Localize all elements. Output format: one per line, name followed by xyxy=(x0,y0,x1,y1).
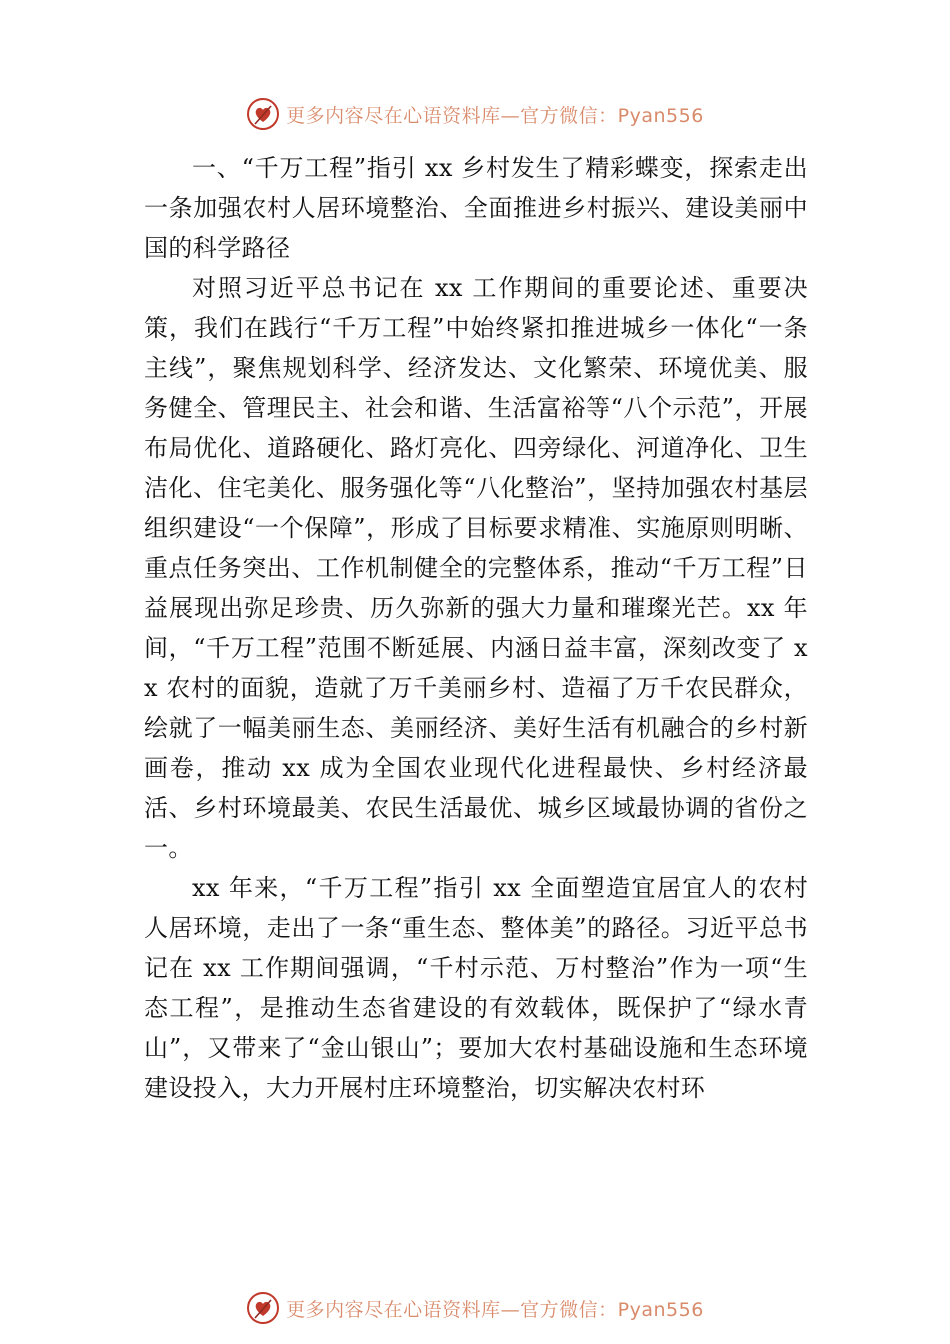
heart-feather-logo-icon xyxy=(246,1291,280,1325)
watermark-header xyxy=(0,94,950,134)
paragraph-body-1: 对照习近平总书记在 xx 工作期间的重要论述、重要决策，我们在践行“千万工程”中始终紧扣推进城乡一体化“一条主线”，聚焦规划科学、经济发达、文化繁荣、环境优美、服务健全、管理民主、社会和谐、生活富裕等“八个示范”，开展布局优化、道路硬化、路灯亮化、四旁绿化、河道净化、卫生洁化、住宅美化、服务强化等“八化整治”，坚持加强农村基层组织建设“一个保障”，形成了目标要求精准、实施原则明晰、重点任务突出、工作机制健全的完整体系，推动“千万工程”日益展现出弥足珍贵、历久弥新的强大力量和璀璨光芒。xx 年间，“千万工程”范围不断延展、内涵日益丰富，深刻改变了 xx 农村的面貌，造就了万千美丽乡村、造福了万千农民群众，绘就了一幅美丽生态、美丽经济、美好生活有机融合的乡村新画卷，推动 xx 成为全国农业现代化进程最快、乡村经济最活、乡村环境最美、农民生活最优、城乡区域最协调的省份之一。 xyxy=(144,274,808,862)
watermark-id: Pyan556 xyxy=(617,1298,704,1321)
watermark-text xyxy=(286,1295,704,1322)
document-body xyxy=(144,148,808,1108)
watermark-label: 更多内容尽在心语资料库—官方微信： xyxy=(286,1298,618,1321)
heart-feather-logo-icon xyxy=(246,97,280,131)
watermark-label: 更多内容尽在心语资料库—官方微信： xyxy=(286,104,618,127)
watermark-text xyxy=(286,101,704,128)
watermark-footer xyxy=(0,1288,950,1328)
paragraph-body-2: xx 年来，“千万工程”指引 xx 全面塑造宜居宜人的农村人居环境，走出了一条“重生态、整体美”的路径。习近平总书记在 xx 工作期间强调，“千村示范、万村整治”作为一项“生态工程”，是推动生态省建设的有效载体，既保护了“绿水青山”，又带来了“金山银山”；要加大农村基础设施和生态环境建设投入，大力开展村庄环境整治，切实解决农村环 xyxy=(144,874,808,1102)
paragraph-heading: 一、“千万工程”指引 xx 乡村发生了精彩蝶变，探索走出一条加强农村人居环境整治、全面推进乡村振兴、建设美丽中国的科学路径 xyxy=(144,154,808,262)
watermark-id: Pyan556 xyxy=(617,104,704,127)
